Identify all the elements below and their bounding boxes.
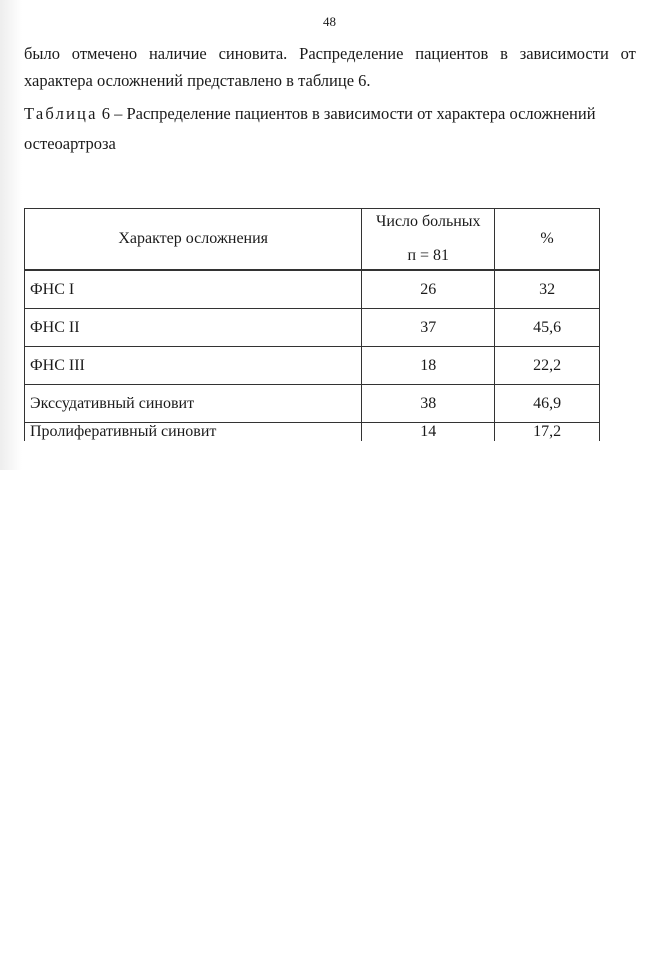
- word: пациентов: [415, 44, 489, 63]
- row-percent: 46,9: [495, 385, 600, 423]
- word: было: [24, 44, 60, 63]
- row-percent: 17,2: [495, 423, 600, 442]
- table-row: [25, 347, 600, 385]
- table-header-row: [25, 209, 600, 271]
- paragraph-line-2: характера осложнений представлено в таблице 6.: [24, 71, 371, 90]
- complications-table: [24, 208, 600, 441]
- row-percent: 32: [495, 270, 600, 309]
- header-count-line2: п = 81: [407, 247, 450, 264]
- word: от: [620, 44, 636, 63]
- row-count: 18: [362, 347, 495, 385]
- caption-label: Таблица: [24, 104, 98, 123]
- row-count: 38: [362, 385, 495, 423]
- table-row: [25, 385, 600, 423]
- table-row: [25, 423, 600, 442]
- row-percent: 45,6: [495, 309, 600, 347]
- row-count: 37: [362, 309, 495, 347]
- word: отмечено: [71, 44, 138, 63]
- row-name: ФНС I: [25, 270, 362, 309]
- row-count: 26: [362, 270, 495, 309]
- table-row: [25, 270, 600, 309]
- header-count: [362, 209, 495, 271]
- word: Распределение: [299, 44, 404, 63]
- row-name: Экссудативный синовит: [25, 385, 362, 423]
- header-character: Характер осложнения: [25, 209, 362, 271]
- page-number: 48: [323, 14, 336, 29]
- row-name: ФНС II: [25, 309, 362, 347]
- row-count: 14: [362, 423, 495, 442]
- row-name: ФНС III: [25, 347, 362, 385]
- word: в: [500, 44, 508, 63]
- header-percent: %: [495, 209, 600, 271]
- row-name: Пролиферативный синовит: [25, 423, 362, 442]
- word: наличие: [148, 44, 207, 63]
- scan-shadow: [0, 0, 22, 470]
- header-count-line1: Число больных: [375, 213, 481, 230]
- caption-text: 6 – Распределение пациентов в зависимости от характера осложнений: [97, 104, 596, 123]
- table-caption-line-2: остеоартроза: [24, 134, 116, 153]
- row-percent: 22,2: [495, 347, 600, 385]
- table-caption: [24, 104, 636, 124]
- table-row: [25, 309, 600, 347]
- word: зависимости: [519, 44, 609, 63]
- word: синовита.: [218, 44, 288, 63]
- paragraph-line-1: [24, 44, 636, 64]
